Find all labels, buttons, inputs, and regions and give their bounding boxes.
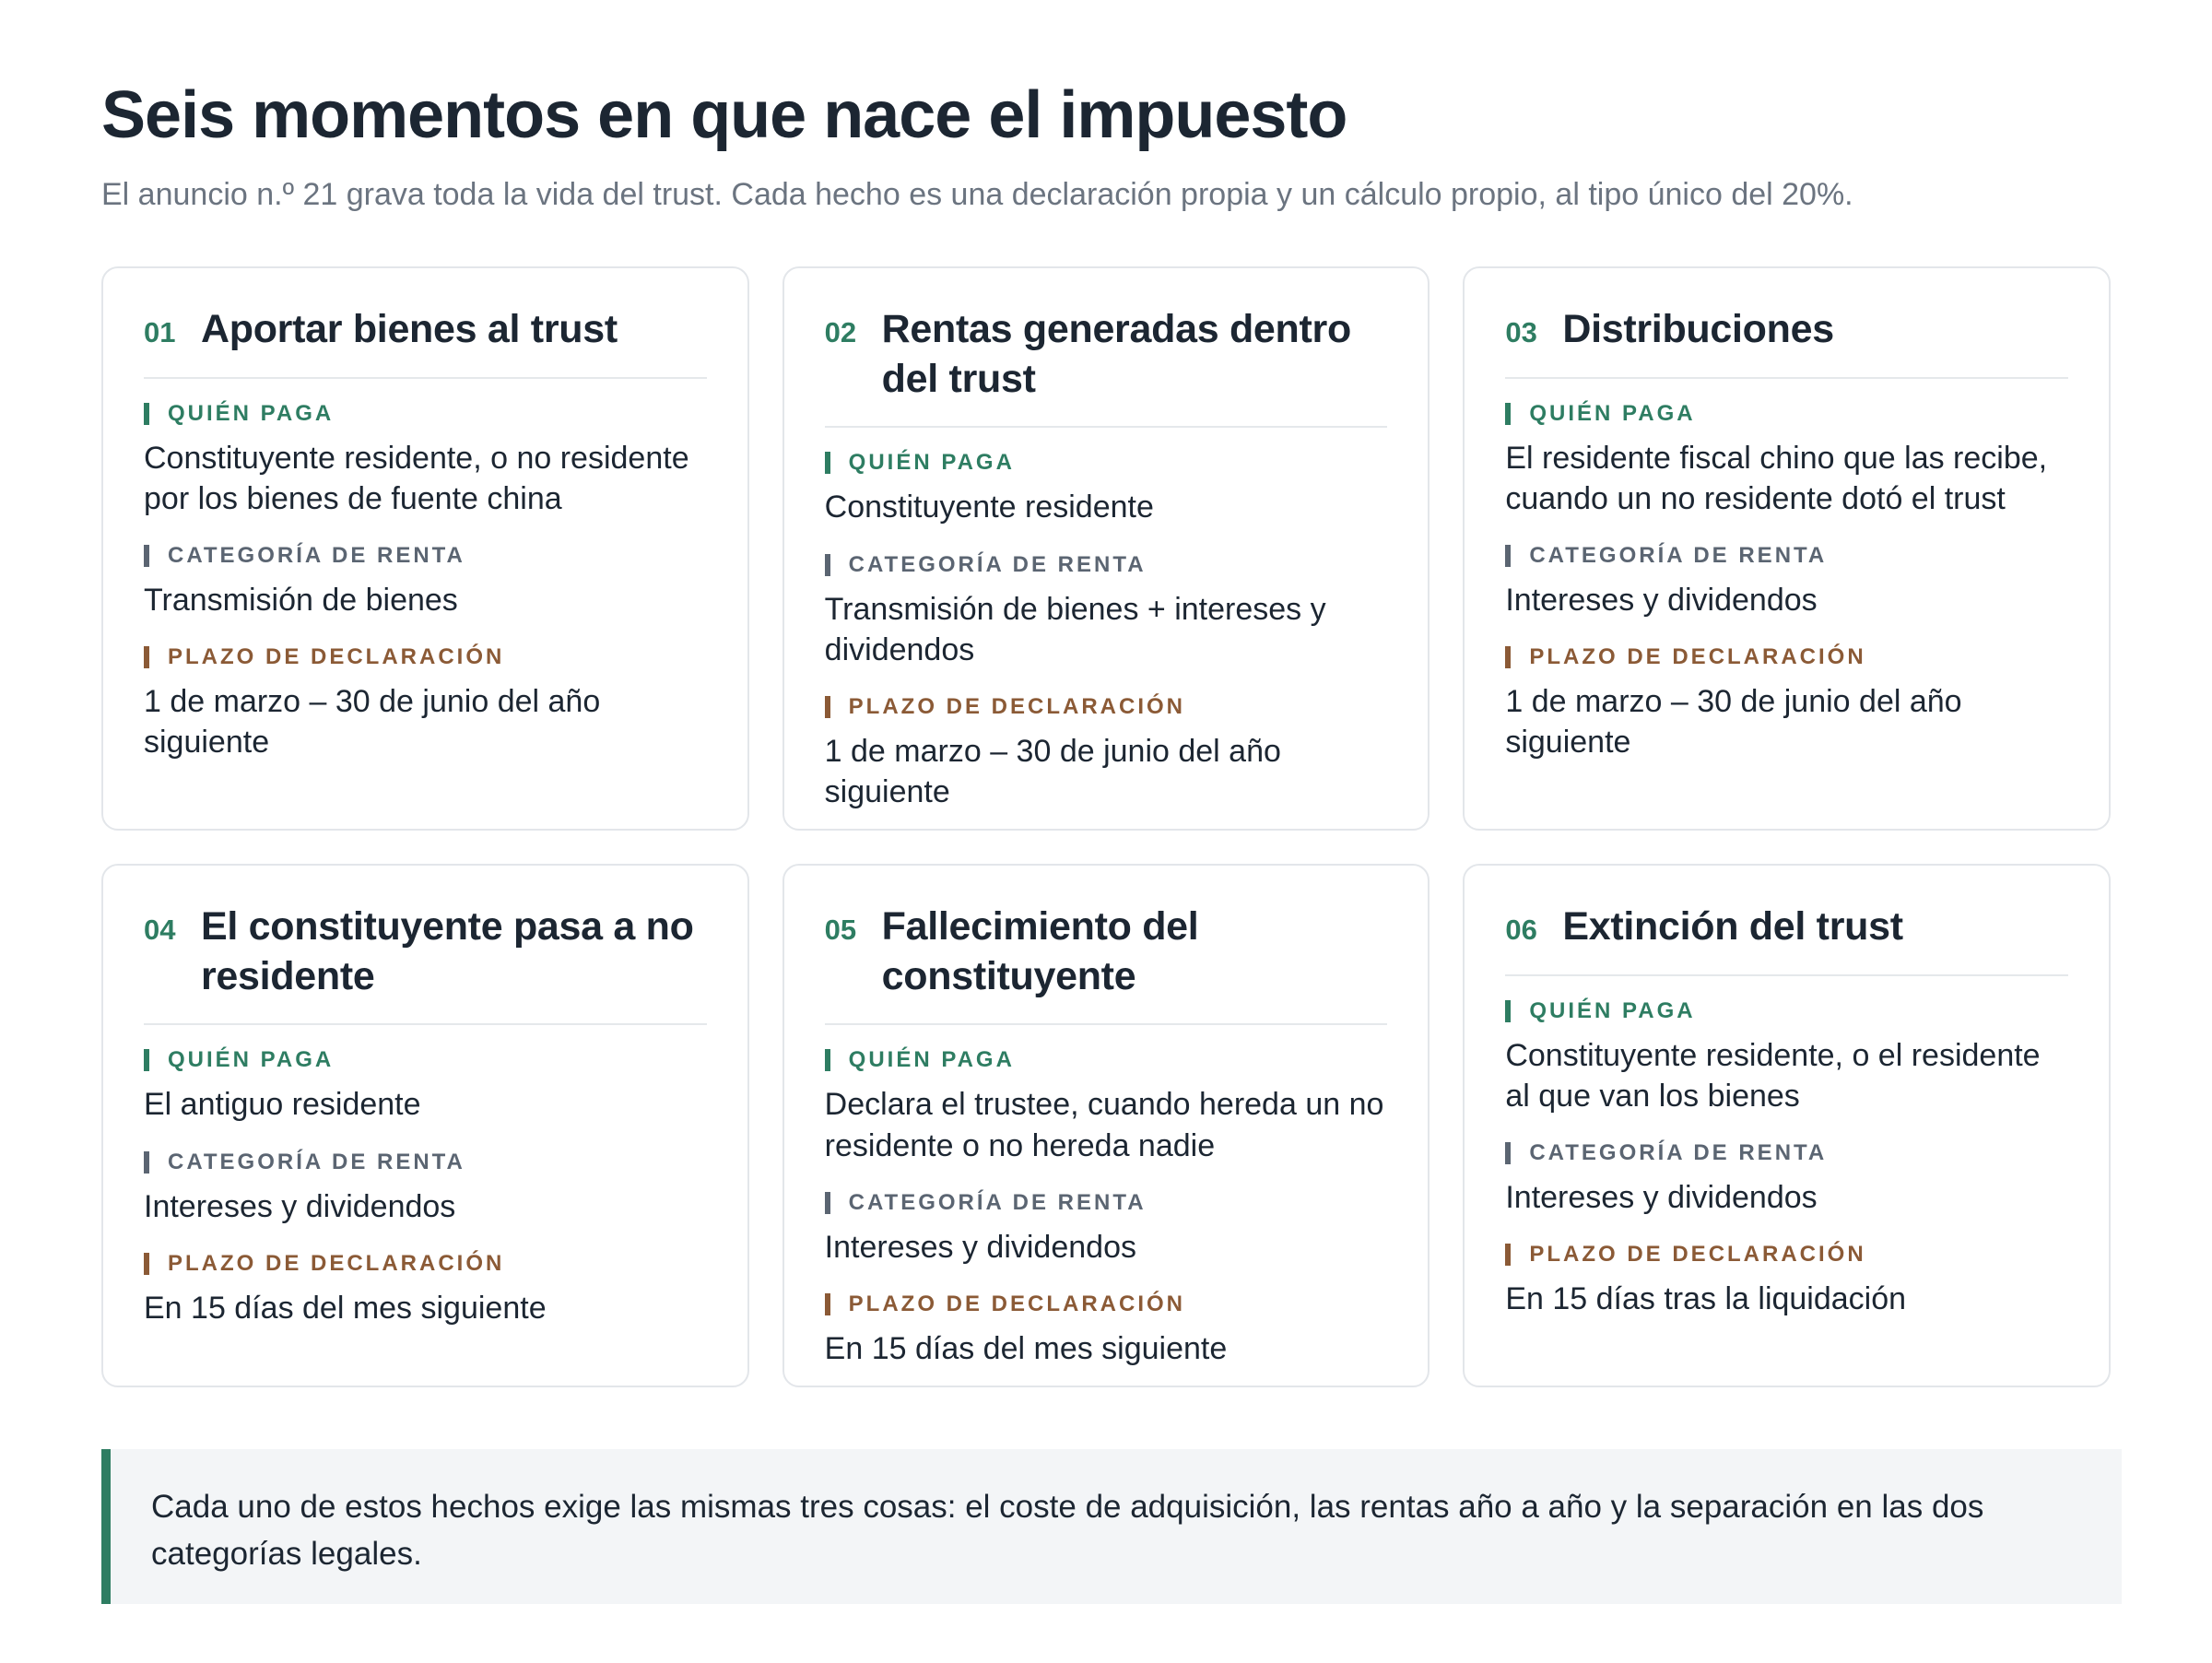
- deadline-label-text: PLAZO DE DECLARACIÓN: [1529, 644, 1866, 670]
- card-header: [825, 305, 1388, 429]
- who-pays-field: [1505, 400, 2068, 519]
- deadline-label: [825, 696, 1388, 718]
- category-label: [144, 545, 707, 567]
- who-pays-value: El antiguo residente: [144, 1087, 421, 1123]
- label-bar: [144, 545, 149, 567]
- deadline-label-text: PLAZO DE DECLARACIÓN: [168, 644, 505, 670]
- deadline-label: [825, 1293, 1388, 1315]
- card-04: [101, 864, 749, 1387]
- deadline-value: 1 de marzo – 30 de junio del año siguiente: [1505, 684, 1962, 761]
- card-number: 04: [144, 913, 176, 946]
- deadline-field: [825, 1293, 1388, 1369]
- who-pays-value: El residente fiscal chino que las recibe, cuando un no residente dotó el trust: [1505, 440, 2048, 516]
- page-subtitle: El anuncio n.º 21 grava toda la vida del trust. Cada hecho es una declaración propia y un cálculo propio, al tipo único del 20%.: [101, 176, 1853, 212]
- deadline-label: [1505, 1244, 2068, 1266]
- who-pays-label-text: QUIÉN PAGA: [1529, 997, 1696, 1023]
- category-label: [1505, 545, 2068, 567]
- who-pays-label: [1505, 400, 2068, 426]
- category-value: Intereses y dividendos: [1505, 1180, 1818, 1216]
- label-bar: [144, 1253, 149, 1275]
- card-title: Rentas generadas dentro del trust: [881, 306, 1351, 401]
- category-label-text: CATEGORÍA DE RENTA: [168, 1149, 465, 1174]
- label-bar: [1505, 1244, 1511, 1266]
- category-field: [1505, 1142, 2068, 1218]
- deadline-label-text: PLAZO DE DECLARACIÓN: [1529, 1242, 1866, 1268]
- card-title: Aportar bienes al trust: [201, 306, 618, 351]
- card-02: [782, 266, 1430, 831]
- category-label-text: CATEGORÍA DE RENTA: [1529, 1140, 1828, 1166]
- category-field: [824, 551, 1388, 670]
- card-number: 05: [824, 913, 857, 946]
- label-bar: [144, 1049, 149, 1071]
- card-title: Extinción del trust: [1562, 903, 1903, 949]
- card-number: 03: [1505, 315, 1537, 348]
- cards-row-2: [101, 864, 2111, 1387]
- deadline-label: [1505, 646, 2068, 668]
- label-bar: [825, 1293, 830, 1315]
- label-bar: [144, 403, 149, 425]
- category-field: [144, 1151, 707, 1227]
- who-pays-field: [825, 1049, 1388, 1165]
- category-label-text: CATEGORÍA DE RENTA: [848, 551, 1147, 577]
- label-bar: [1505, 545, 1511, 567]
- category-field: [144, 545, 707, 620]
- label-bar: [144, 646, 149, 668]
- cards-grid: [101, 266, 2111, 1387]
- card-header: [1505, 305, 2068, 379]
- label-bar: [1505, 1000, 1511, 1022]
- deadline-field: [825, 696, 1388, 812]
- deadline-label: [144, 1250, 707, 1276]
- label-bar: [144, 1151, 149, 1174]
- deadline-label-text: PLAZO DE DECLARACIÓN: [848, 1291, 1186, 1317]
- card-number: 01: [144, 315, 176, 348]
- page-title: Seis momentos en que nace el impuesto: [101, 78, 1347, 152]
- card-header: [144, 305, 707, 379]
- who-pays-label: [144, 1049, 707, 1071]
- category-value: Transmisión de bienes: [144, 583, 458, 619]
- category-value: Intereses y dividendos: [1505, 583, 1818, 619]
- who-pays-label-text: QUIÉN PAGA: [1529, 400, 1696, 426]
- deadline-value: En 15 días del mes siguiente: [824, 1331, 1228, 1367]
- deadline-value: 1 de marzo – 30 de junio del año siguiente: [824, 734, 1281, 810]
- label-bar: [825, 554, 830, 576]
- who-pays-field: [144, 1049, 707, 1125]
- card-title: Fallecimiento del constituyente: [881, 903, 1199, 998]
- category-label: [144, 1151, 707, 1174]
- card-header: [825, 902, 1388, 1026]
- category-label: [1505, 1142, 2068, 1164]
- label-bar: [825, 1049, 830, 1071]
- who-pays-value: Constituyente residente: [824, 489, 1154, 525]
- deadline-label-text: PLAZO DE DECLARACIÓN: [168, 1250, 505, 1276]
- who-pays-label-text: QUIÉN PAGA: [168, 400, 335, 426]
- card-title: El constituyente pasa a no residente: [201, 903, 694, 998]
- who-pays-value: Constituyente residente, o no residente por los bienes de fuente china: [144, 440, 689, 516]
- card-03: [1463, 266, 2111, 831]
- who-pays-field: [144, 400, 707, 519]
- category-field: [1505, 545, 2068, 620]
- deadline-field: [144, 1250, 707, 1328]
- card-header: [1505, 902, 2068, 976]
- summary-note: Cada uno de estos hechos exige las mismas tres cosas: el coste de adquisición, las rentas año a año y la separación en las dos categorías legales.: [101, 1449, 2122, 1604]
- label-bar: [825, 1192, 830, 1214]
- cards-row-1: [101, 266, 2111, 831]
- label-bar: [825, 452, 830, 474]
- who-pays-label: [144, 400, 707, 426]
- card-01: [101, 266, 749, 831]
- who-pays-label-text: QUIÉN PAGA: [848, 1047, 1015, 1073]
- card-number: 06: [1505, 913, 1537, 946]
- card-05: [782, 864, 1430, 1387]
- category-value: Intereses y dividendos: [144, 1188, 456, 1224]
- category-label-text: CATEGORÍA DE RENTA: [168, 543, 465, 569]
- who-pays-field: [825, 452, 1388, 527]
- category-value: Intereses y dividendos: [824, 1229, 1136, 1265]
- deadline-label-text: PLAZO DE DECLARACIÓN: [848, 694, 1186, 720]
- category-field: [824, 1189, 1388, 1268]
- label-bar: [1505, 403, 1511, 425]
- who-pays-label: [1505, 997, 2068, 1023]
- label-bar: [1505, 646, 1511, 668]
- category-value: Transmisión de bienes + intereses y dividendos: [824, 591, 1326, 667]
- deadline-field: [144, 646, 707, 762]
- label-bar: [1505, 1142, 1511, 1164]
- deadline-value: En 15 días tras la liquidación: [1505, 1281, 1907, 1317]
- category-label-text: CATEGORÍA DE RENTA: [848, 1189, 1147, 1215]
- deadline-value: 1 de marzo – 30 de junio del año siguiente: [144, 684, 601, 761]
- category-label: [825, 551, 1388, 577]
- card-number: 02: [824, 315, 857, 348]
- card-header: [144, 902, 707, 1026]
- deadline-label: [144, 646, 707, 668]
- who-pays-label: [825, 452, 1388, 474]
- deadline-field: [1505, 1244, 2068, 1319]
- card-06: [1463, 864, 2111, 1387]
- label-bar: [825, 696, 830, 718]
- deadline-field: [1505, 646, 2068, 762]
- category-label-text: CATEGORÍA DE RENTA: [1529, 543, 1828, 569]
- who-pays-label-text: QUIÉN PAGA: [848, 450, 1015, 476]
- who-pays-value: Constituyente residente, o el residente al que van los bienes: [1505, 1037, 2041, 1114]
- who-pays-label-text: QUIÉN PAGA: [168, 1047, 335, 1073]
- deadline-value: En 15 días del mes siguiente: [144, 1290, 547, 1326]
- card-title: Distribuciones: [1562, 306, 1834, 351]
- who-pays-value: Declara el trustee, cuando hereda un no residente o no hereda nadie: [824, 1087, 1384, 1163]
- category-label: [825, 1189, 1388, 1215]
- who-pays-label: [825, 1049, 1388, 1071]
- who-pays-field: [1505, 997, 2068, 1116]
